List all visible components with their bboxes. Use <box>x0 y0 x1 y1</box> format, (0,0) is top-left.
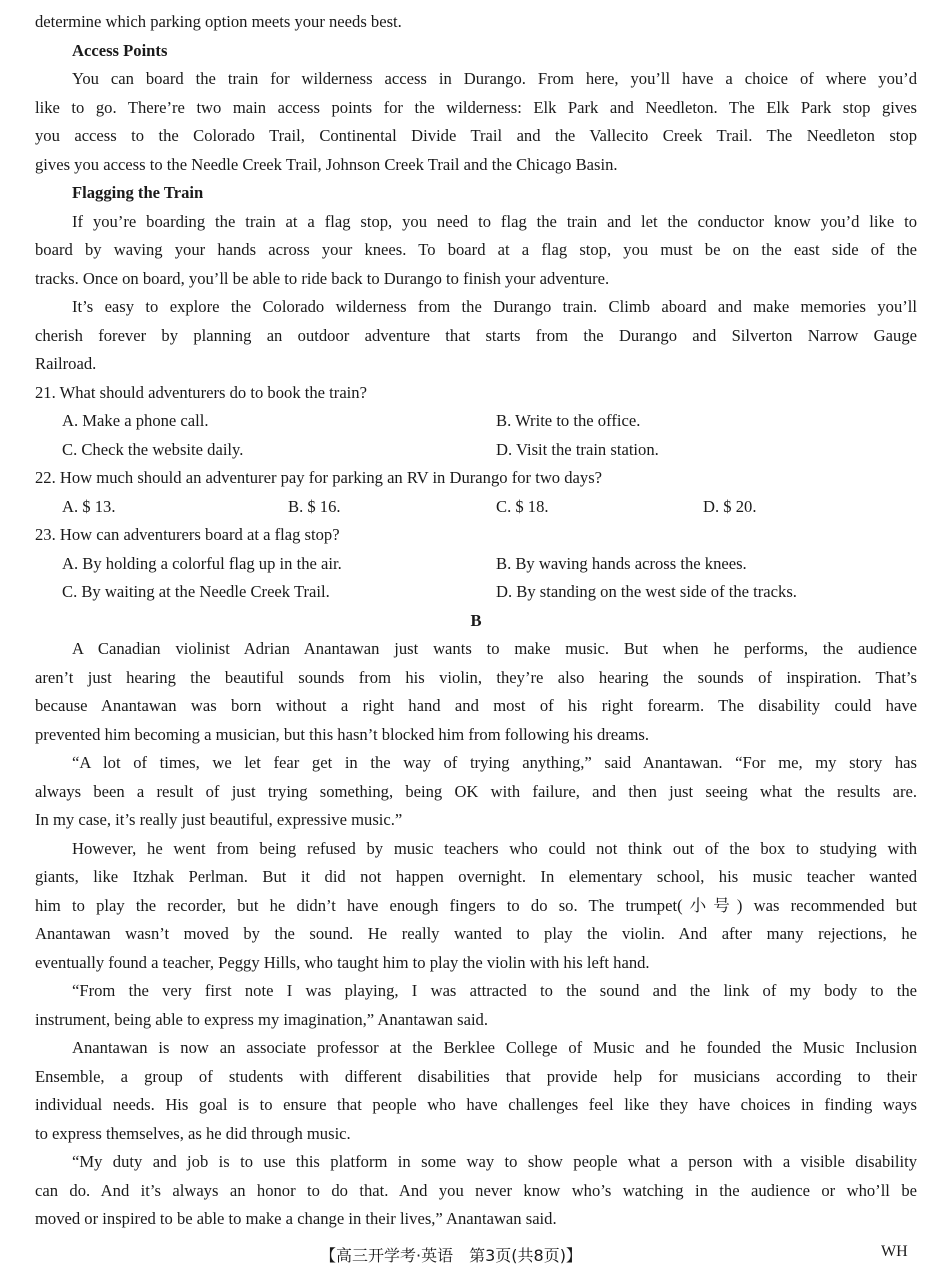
passage-line: gives you access to the Needle Creek Trail, Johnson Creek Trail and the Chicago Basin. <box>35 155 618 174</box>
passage-line: “My duty and job is to use this platform in some way to show people what a person with a visible disability <box>72 1152 917 1171</box>
passage-line: because Anantawan was born without a right hand and most of his right forearm. The disability could have <box>35 696 917 715</box>
page-footer <box>0 1243 950 1271</box>
passage-line: moved or inspired to be able to make a change in their lives,” Anantawan said. <box>35 1209 557 1228</box>
passage-line: Railroad. <box>35 354 97 373</box>
passage-line: to express themselves, as he did through music. <box>35 1124 351 1143</box>
question-21-stem: 21. What should adventurers do to book the train? <box>35 383 367 402</box>
passage-line: individual needs. His goal is to ensure that people who have challenges feel like they have choices in finding ways <box>35 1095 917 1114</box>
question-21-option-c: C. Check the website daily. <box>62 440 244 459</box>
question-21-option-d: D. Visit the train station. <box>496 440 659 459</box>
passage-line: can do. And it’s always an honor to do that. And you never know who’s watching in the audience or who’ll be <box>35 1181 917 1200</box>
question-22-option-d: D. $ 20. <box>703 497 757 516</box>
question-22-stem: 22. How much should an adventurer pay for parking an RV in Durango for two days? <box>35 468 603 487</box>
question-21-option-b: B. Write to the office. <box>496 411 641 430</box>
passage-line: aren’t just hearing the beautiful sounds from his violin, they’re also hearing the sounds of inspiration. That’s <box>35 668 917 687</box>
passage-line: “From the very first note I was playing, I was attracted to the sound and the link of my body to the <box>72 981 917 1000</box>
question-22-option-b: B. $ 16. <box>288 497 341 516</box>
passage-b-label: B <box>470 611 482 630</box>
footer-code: WH <box>881 1243 908 1260</box>
passage-line: tracks. Once on board, you’ll be able to ride back to Durango to finish your adventure. <box>35 269 610 288</box>
question-23-option-b: B. By waving hands across the knees. <box>496 554 747 573</box>
passage-line: Ensemble, a group of students with different disabilities that provide help for musicians according to their <box>35 1067 917 1086</box>
passage-line: him to play the recorder, but he didn’t have enough fingers to do so. The trumpet(小号) was recommended but <box>35 896 917 915</box>
passage-line: You can board the train for wilderness access in Durango. From here, you’ll have a choice of where you’d <box>72 69 917 88</box>
passage-line: always been a result of just trying something, being OK with failure, and then just seeing what the results are. <box>35 782 917 801</box>
passage-line: If you’re boarding the train at a flag stop, you need to flag the train and let the conductor know you’d like to <box>72 212 917 231</box>
question-22-option-a: A. $ 13. <box>62 497 116 516</box>
passage-line: determine which parking option meets your needs best. <box>35 12 402 31</box>
passage-line: A Canadian violinist Adrian Anantawan just wants to make music. But when he performs, the audience <box>72 639 917 658</box>
passage-line: “A lot of times, we let fear get in the way of trying anything,” said Anantawan. “For me, my story has <box>72 753 917 772</box>
question-21-option-a: A. Make a phone call. <box>62 411 209 430</box>
passage-line: cherish forever by planning an outdoor adventure that starts from the Durango and Silverton Narrow Gauge <box>35 326 917 345</box>
passage-line: Anantawan is now an associate professor at the Berklee College of Music and he founded the Music Inclusion <box>72 1038 917 1057</box>
passage-line: Anantawan wasn’t moved by the sound. He really wanted to play the violin. And after many rejections, he <box>35 924 917 943</box>
passage-line: instrument, being able to express my imagination,” Anantawan said. <box>35 1010 488 1029</box>
passage-line: eventually found a teacher, Peggy Hills, who taught him to play the violin with his left hand. <box>35 953 650 972</box>
passage-line: However, he went from being refused by music teachers who could not think out of the box to studying with <box>72 839 917 858</box>
section-heading-access-points: Access Points <box>72 41 168 60</box>
passage-line: board by waving your hands across your knees. To board at a flag stop, you must be on the east side of the <box>35 240 917 259</box>
question-23-stem: 23. How can adventurers board at a flag stop? <box>35 525 340 544</box>
passage-line: giants, like Itzhak Perlman. But it did not happen overnight. In elementary school, his music teacher wanted <box>35 867 917 886</box>
question-22-option-c: C. $ 18. <box>496 497 549 516</box>
section-heading-flagging: Flagging the Train <box>72 183 204 202</box>
footer-page-info: 【高三开学考·英语 第3页(共8页)】 <box>320 1246 582 1265</box>
passage-line: In my case, it’s really just beautiful, expressive music.” <box>35 810 403 829</box>
question-23-option-c: C. By waiting at the Needle Creek Trail. <box>62 582 330 601</box>
passage-line: like to go. There’re two main access points for the wilderness: Elk Park and Needleton. The Elk Park stop gives <box>35 98 917 117</box>
passage-line: It’s easy to explore the Colorado wilderness from the Durango train. Climb aboard and make memories you’ll <box>72 297 917 316</box>
question-23-option-a: A. By holding a colorful flag up in the air. <box>62 554 342 573</box>
passage-line: you access to the Colorado Trail, Continental Divide Trail and the Vallecito Creek Trail. The Needleton stop <box>35 126 917 145</box>
passage-line: prevented him becoming a musician, but this hasn’t blocked him from following his dreams. <box>35 725 650 744</box>
question-23-option-d: D. By standing on the west side of the tracks. <box>496 582 797 601</box>
